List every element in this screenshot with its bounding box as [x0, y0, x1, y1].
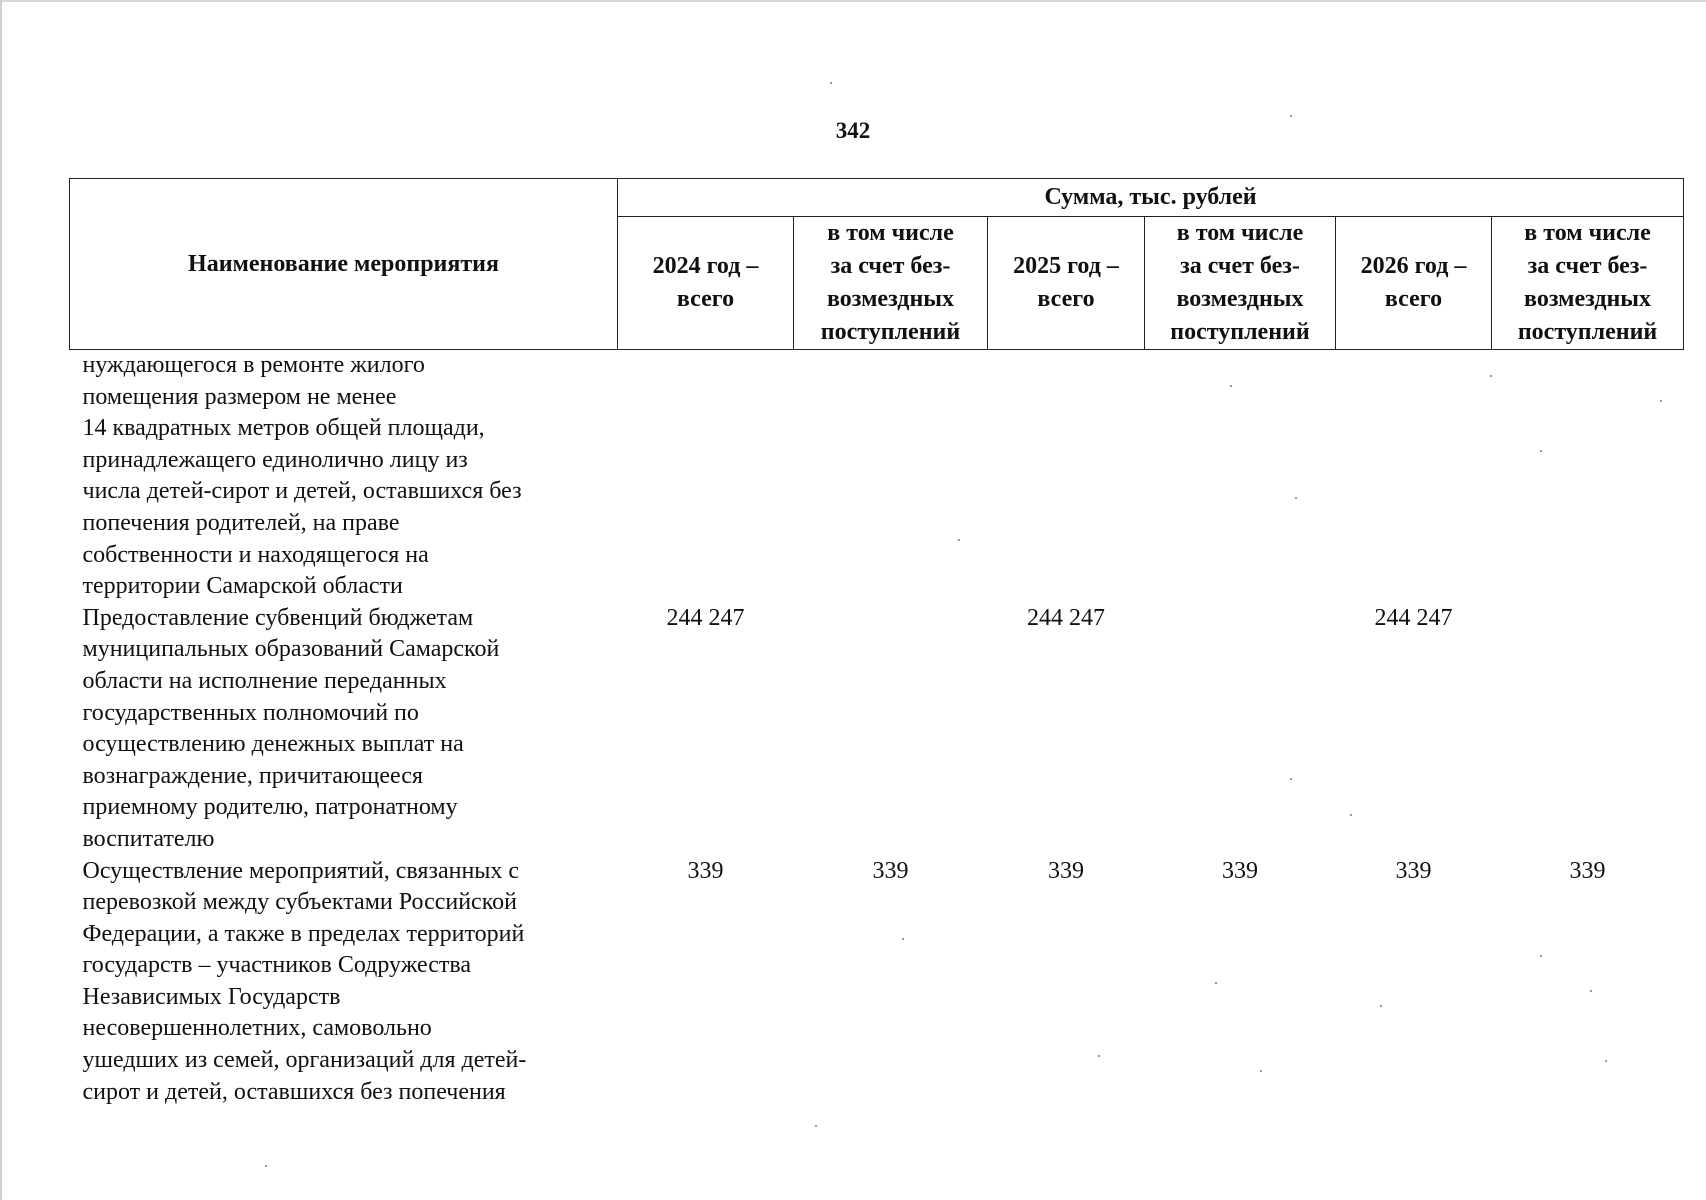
scan-speck [1350, 814, 1352, 816]
row-name [70, 856, 618, 1109]
header-line: за счет без- [830, 253, 951, 279]
value-cell [1492, 350, 1684, 603]
scan-speck [830, 82, 832, 84]
row-name-line: государств – участников Содружества [82, 952, 472, 979]
value-cell: 339 [687, 857, 724, 884]
value-cell: 339 [1569, 857, 1606, 884]
scan-speck [1098, 1055, 1100, 1057]
row-name-line: нуждающегося в ремонте жилого [82, 352, 425, 378]
row-name-line: Независимых Государств [82, 983, 341, 1010]
header-line: всего [676, 286, 735, 312]
table-header [70, 179, 1684, 350]
header-line: в том числе [827, 220, 954, 246]
scan-speck [1230, 385, 1232, 387]
scan-speck [1215, 982, 1217, 984]
table-row [70, 856, 1684, 1109]
value-cell: 244 247 [666, 604, 745, 631]
header-line: за счет без- [1527, 253, 1648, 279]
scan-speck [1605, 1060, 1607, 1062]
value-cell: 339 [1048, 857, 1084, 884]
scan-speck [1290, 778, 1292, 780]
header-column-3 [988, 217, 1145, 350]
row-name [70, 603, 618, 856]
scan-speck [265, 1165, 267, 1167]
value-cell [618, 350, 794, 603]
row-name-line: 14 квадратных метров общей площади, [82, 415, 485, 442]
row-name-line: области на исполнение переданных [82, 667, 447, 694]
scan-speck [1490, 375, 1492, 377]
row-name-line: территории Самарской области [82, 573, 403, 600]
page-number: 342 [835, 118, 871, 143]
header-line: поступлений [1170, 319, 1310, 345]
value-cell [1492, 603, 1684, 856]
scan-speck [815, 1125, 817, 1127]
header-line: 2025 год – [1013, 253, 1119, 279]
budget-table [69, 178, 1684, 1108]
row-name-line: сирот и детей, оставшихся без попечения [82, 1078, 506, 1105]
header-column-4 [1145, 217, 1336, 350]
header-column-6 [1492, 217, 1684, 350]
scan-speck [1540, 450, 1542, 452]
scan-speck [1660, 400, 1662, 402]
value-cell [988, 350, 1145, 603]
header-column-5 [1336, 217, 1492, 350]
value-cell [794, 603, 988, 856]
row-name-line: попечения родителей, на праве [82, 509, 400, 536]
value-cell [1145, 350, 1336, 603]
row-name-line: Федерации, а также в пределах территорий [82, 920, 525, 947]
header-line: 2026 год – [1360, 253, 1467, 279]
value-cell [1145, 603, 1336, 856]
scan-speck [902, 938, 904, 940]
row-name-line: воспитателю [82, 825, 215, 852]
scan-speck [1260, 1070, 1262, 1072]
value-cell: 244 247 [1374, 604, 1453, 631]
value-cell [1336, 350, 1492, 603]
row-name-line: несовершеннолетних, самовольно [82, 1015, 432, 1042]
row-name-line: перевозкой между субъектами Российской [82, 889, 517, 916]
row-name [70, 350, 618, 603]
header-column-2 [794, 217, 988, 350]
scan-speck [1590, 990, 1592, 992]
scan-speck [1380, 1005, 1382, 1007]
header-line: за счет без- [1180, 253, 1300, 279]
value-cell [794, 350, 988, 603]
row-name-line: принадлежащего единолично лицу из [82, 446, 468, 473]
header-line: возмездных [1524, 286, 1652, 312]
row-name-line: приемному родителю, патронатному [82, 794, 458, 821]
row-name-line: числа детей-сирот и детей, оставшихся без [82, 478, 522, 505]
table-row [70, 350, 1684, 603]
table-body [70, 350, 1684, 1109]
value-cell: 339 [1395, 857, 1432, 884]
header-line: возмездных [826, 286, 955, 312]
header-name-column: Наименование мероприятия [70, 179, 618, 350]
table-row [70, 603, 1684, 856]
value-cell: 339 [872, 857, 909, 884]
header-column-1 [618, 217, 794, 350]
header-line: возмездных [1176, 286, 1304, 312]
scan-left-edge [0, 0, 2, 1200]
scan-speck [1290, 115, 1292, 117]
scan-top-edge [0, 0, 1706, 2]
row-name-line: Предоставление субвенций бюджетам [82, 604, 474, 631]
header-line: в том числе [1524, 220, 1651, 246]
value-cell: 244 247 [1027, 604, 1105, 631]
header-line: поступлений [820, 319, 961, 345]
row-name-line: помещения размером не менее [82, 383, 397, 410]
row-name-line: Осуществление мероприятий, связанных с [82, 857, 520, 884]
row-name-line: ушедших из семей, организаций для детей- [82, 1047, 527, 1074]
header-line: поступлений [1517, 319, 1658, 345]
scan-speck [1540, 955, 1542, 957]
header-line: 2024 год – [652, 253, 759, 279]
scan-speck [1295, 497, 1297, 499]
row-name-line: собственности и находящегося на [82, 541, 429, 568]
row-name-line: вознаграждение, причитающееся [82, 762, 423, 789]
row-name-line: муниципальных образований Самарской [82, 636, 500, 663]
header-line: всего [1037, 286, 1095, 312]
header-line: всего [1384, 286, 1443, 312]
scan-speck [958, 539, 960, 541]
header-line: в том числе [1176, 220, 1304, 246]
row-name-line: осуществлению денежных выплат на [82, 731, 464, 758]
header-amount-group: Сумма, тыс. рублей [618, 179, 1684, 217]
row-name-line: государственных полномочий по [82, 699, 419, 726]
value-cell: 339 [1222, 857, 1258, 884]
